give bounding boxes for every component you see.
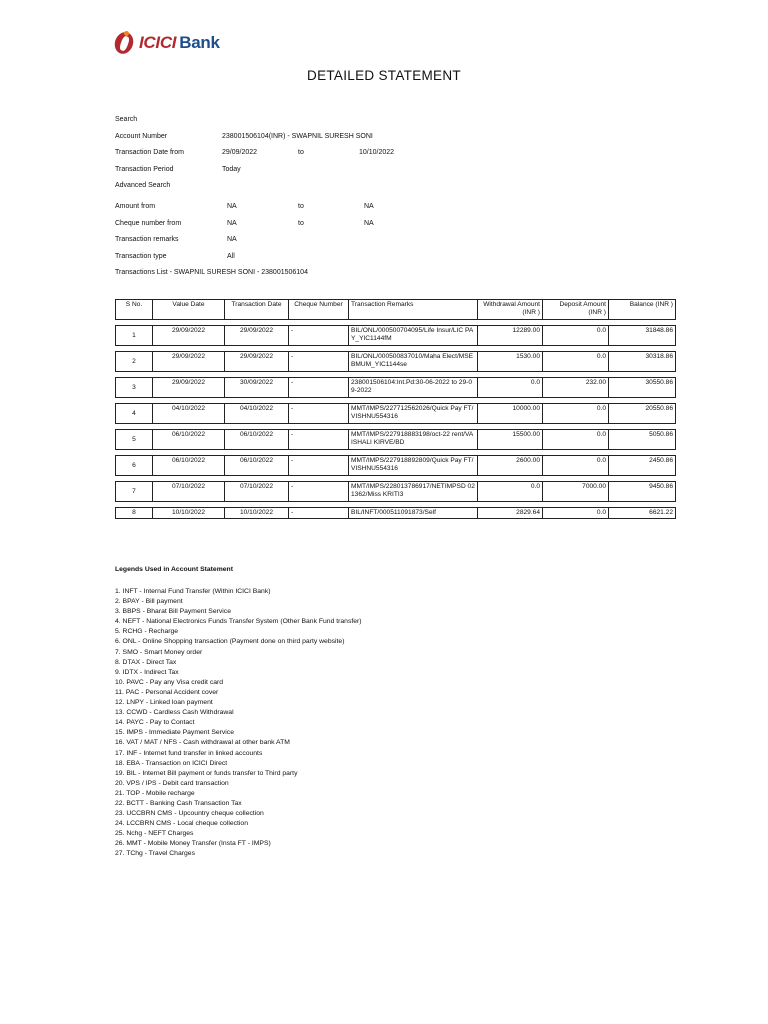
row-cheque-number: - xyxy=(289,508,349,519)
row-deposit-amount: 0.0 xyxy=(543,326,609,346)
row-sno: 6 xyxy=(116,456,153,476)
row-value-date: 04/10/2022 xyxy=(153,404,225,424)
type-label: Transaction type xyxy=(115,252,167,260)
table-header-row xyxy=(116,300,676,320)
row-deposit-amount: 0.0 xyxy=(543,508,609,519)
legends-section xyxy=(115,566,362,860)
cheque-from-label: Cheque number from xyxy=(115,219,182,227)
amount-from-value: NA xyxy=(227,202,237,210)
row-balance: 9450.86 xyxy=(609,482,676,502)
legend-item: 11. PAC - Personal Accident cover xyxy=(115,688,219,696)
row-withdrawal-amount: 2600.00 xyxy=(478,456,543,476)
legend-item: 6. ONL - Online Shopping transaction (Payment done on third party website) xyxy=(115,638,345,646)
legend-item: 15. IMPS - Immediate Payment Service xyxy=(115,729,234,737)
row-transaction-date: 04/10/2022 xyxy=(225,404,289,424)
cheque-to-word: to xyxy=(298,219,304,227)
header-withdrawal-amount: Withdrawal Amount (INR ) xyxy=(478,300,543,320)
row-value-date: 06/10/2022 xyxy=(153,430,225,450)
cheque-from-value: NA xyxy=(227,219,237,227)
legend-item: 21. TOP - Mobile recharge xyxy=(115,789,195,797)
row-deposit-amount: 232.00 xyxy=(543,378,609,398)
row-sno: 7 xyxy=(116,482,153,502)
date-to-value: 10/10/2022 xyxy=(359,149,395,157)
row-value-date: 06/10/2022 xyxy=(153,456,225,476)
advanced-search-heading: Advanced Search xyxy=(115,182,171,190)
transactions-table xyxy=(115,299,676,519)
row-transaction-remarks: MMT/IMPS/227918883198/oct-22 rent/VAISHALI KIRVE/BD xyxy=(349,430,478,450)
row-sno: 1 xyxy=(116,326,153,346)
legend-item: 24. LCCBRN CMS - Local cheque collection xyxy=(115,820,248,828)
legend-item: 4. NEFT - National Electronics Funds Transfer System (Other Bank Fund transfer) xyxy=(115,618,362,626)
account-number-value: 238001506104(INR) - SWAPNIL SURESH SONI xyxy=(222,132,373,140)
table-row xyxy=(116,482,676,502)
row-transaction-date: 10/10/2022 xyxy=(225,508,289,519)
period-label: Transaction Period xyxy=(115,165,174,173)
legend-item: 19. BIL - Internet Bill payment or funds transfer to Third party xyxy=(115,769,298,777)
row-transaction-date: 07/10/2022 xyxy=(225,482,289,502)
account-number-label: Account Number xyxy=(115,132,168,140)
row-balance: 20550.86 xyxy=(609,404,676,424)
row-balance: 6621.22 xyxy=(609,508,676,519)
row-withdrawal-amount: 0.0 xyxy=(478,482,543,502)
row-withdrawal-amount: 2829.64 xyxy=(478,508,543,519)
table-row xyxy=(116,404,676,424)
row-transaction-date: 29/09/2022 xyxy=(225,326,289,346)
legend-item: 9. IDTX - Indirect Tax xyxy=(115,668,179,676)
legend-item: 25. Nchg - NEFT Charges xyxy=(115,830,194,838)
row-withdrawal-amount: 12289.00 xyxy=(478,326,543,346)
table-row xyxy=(116,430,676,450)
row-deposit-amount: 0.0 xyxy=(543,456,609,476)
row-deposit-amount: 7000.00 xyxy=(543,482,609,502)
row-cheque-number: - xyxy=(289,482,349,502)
row-cheque-number: - xyxy=(289,326,349,346)
cheque-to-value: NA xyxy=(364,219,374,227)
legend-item: 18. EBA - Transaction on ICICI Direct xyxy=(115,759,228,767)
legend-item: 13. CCWD - Cardless Cash Withdrawal xyxy=(115,709,234,717)
header-transaction-date: Transaction Date xyxy=(225,300,289,320)
row-sno: 3 xyxy=(116,378,153,398)
type-value: All xyxy=(227,252,235,260)
row-cheque-number: - xyxy=(289,456,349,476)
date-from-value: 29/09/2022 xyxy=(222,149,258,157)
legend-item: 20. VPS / IPS - Debit card transaction xyxy=(115,779,229,787)
legend-item: 8. DTAX - Direct Tax xyxy=(115,658,177,666)
period-value: Today xyxy=(222,165,241,173)
date-from-label: Transaction Date from xyxy=(115,149,184,157)
table-row xyxy=(116,352,676,372)
amount-to-word: to xyxy=(298,202,304,210)
brand-name: ICICI Bank xyxy=(139,33,220,52)
row-transaction-remarks: MMT/IMPS/227712562026/Quick Pay FT/VISHNU554316 xyxy=(349,404,478,424)
legend-item: 16. VAT / MAT / NFS - Cash withdrawal at other bank ATM xyxy=(115,739,290,747)
icici-logo-icon xyxy=(115,30,135,56)
row-value-date: 29/09/2022 xyxy=(153,352,225,372)
row-cheque-number: - xyxy=(289,404,349,424)
legend-item: 14. PAYC - Pay to Contact xyxy=(115,719,195,727)
table-row xyxy=(116,378,676,398)
row-deposit-amount: 0.0 xyxy=(543,352,609,372)
row-deposit-amount: 0.0 xyxy=(543,430,609,450)
row-cheque-number: - xyxy=(289,430,349,450)
row-value-date: 29/09/2022 xyxy=(153,378,225,398)
legend-item: 3. BBPS - Bharat Bill Payment Service xyxy=(115,608,231,616)
row-withdrawal-amount: 15500.00 xyxy=(478,430,543,450)
header-deposit-amount: Deposit Amount (INR ) xyxy=(543,300,609,320)
table-row xyxy=(116,508,676,519)
row-transaction-remarks: BIL/INFT/000511091873/Self xyxy=(349,508,478,519)
page-title: DETAILED STATEMENT xyxy=(307,68,461,83)
row-withdrawal-amount: 1530.00 xyxy=(478,352,543,372)
legend-item: 27. TChg - Travel Charges xyxy=(115,850,195,858)
row-transaction-remarks: MMT/IMPS/228013786917/NETIMPSD 021362/Miss KRITI3 xyxy=(349,482,478,502)
date-to-word: to xyxy=(298,149,304,157)
row-cheque-number: - xyxy=(289,378,349,398)
row-value-date: 07/10/2022 xyxy=(153,482,225,502)
legend-item: 7. SMO - Smart Money order xyxy=(115,648,203,656)
row-transaction-date: 30/09/2022 xyxy=(225,378,289,398)
row-transaction-remarks: 238001506104:Int.Pd:30-06-2022 to 29-09-2022 xyxy=(349,378,478,398)
legend-item: 5. RCHG - Recharge xyxy=(115,628,179,636)
row-transaction-date: 29/09/2022 xyxy=(225,352,289,372)
legend-item: 17. INF - Internet fund transfer in linked accounts xyxy=(115,749,263,757)
row-cheque-number: - xyxy=(289,352,349,372)
row-balance: 2450.86 xyxy=(609,456,676,476)
header-transaction-remarks: Transaction Remarks xyxy=(349,300,478,320)
row-deposit-amount: 0.0 xyxy=(543,404,609,424)
header-value-date: Value Date xyxy=(153,300,225,320)
row-transaction-remarks: MMT/IMPS/227918892809/Quick Pay FT/VISHNU554316 xyxy=(349,456,478,476)
row-sno: 5 xyxy=(116,430,153,450)
legend-item: 23. UCCBRN CMS - Upcountry cheque collection xyxy=(115,810,264,818)
legend-item: 26. MMT - Mobile Money Transfer (Insta FT - IMPS) xyxy=(115,840,271,848)
row-transaction-date: 06/10/2022 xyxy=(225,456,289,476)
table-row xyxy=(116,326,676,346)
legend-item: 2. BPAY - Bill payment xyxy=(115,598,183,606)
row-sno: 8 xyxy=(116,508,153,519)
row-value-date: 10/10/2022 xyxy=(153,508,225,519)
legends-heading: Legends Used in Account Statement xyxy=(115,566,233,573)
row-sno: 4 xyxy=(116,404,153,424)
icici-bank-logo xyxy=(115,30,220,56)
amount-from-label: Amount from xyxy=(115,202,156,210)
legend-item: 1. INFT - Internal Fund Transfer (Within ICICI Bank) xyxy=(115,588,271,595)
row-transaction-remarks: BIL/ONL/000500704095/Life Insur/LIC PAY_YIC1144fM xyxy=(349,326,478,346)
row-transaction-date: 06/10/2022 xyxy=(225,430,289,450)
row-withdrawal-amount: 10000.00 xyxy=(478,404,543,424)
row-sno: 2 xyxy=(116,352,153,372)
remarks-value: NA xyxy=(227,236,237,244)
header-sno: S No. xyxy=(116,300,153,320)
row-value-date: 29/09/2022 xyxy=(153,326,225,346)
row-balance: 5050.86 xyxy=(609,430,676,450)
row-balance: 30318.86 xyxy=(609,352,676,372)
remarks-label: Transaction remarks xyxy=(115,236,179,244)
header-cheque-number: Cheque Number xyxy=(289,300,349,320)
legend-item: 10. PAVC - Pay any Visa credit card xyxy=(115,678,224,686)
amount-to-value: NA xyxy=(364,202,374,210)
table-row xyxy=(116,456,676,476)
legend-item: 22. BCTT - Banking Cash Transaction Tax xyxy=(115,799,242,807)
header-balance: Balance (INR ) xyxy=(609,300,676,320)
row-transaction-remarks: BIL/ONL/000500837010/Maha Elect/MSEBMUM_YIC1144se xyxy=(349,352,478,372)
transactions-list-label: Transactions List - SWAPNIL SURESH SONI - 238001506104 xyxy=(115,269,308,277)
search-heading: Search xyxy=(115,116,138,123)
row-withdrawal-amount: 0.0 xyxy=(478,378,543,398)
row-balance: 30550.86 xyxy=(609,378,676,398)
legend-item: 12. LNPY - Linked loan payment xyxy=(115,699,213,707)
row-balance: 31848.86 xyxy=(609,326,676,346)
